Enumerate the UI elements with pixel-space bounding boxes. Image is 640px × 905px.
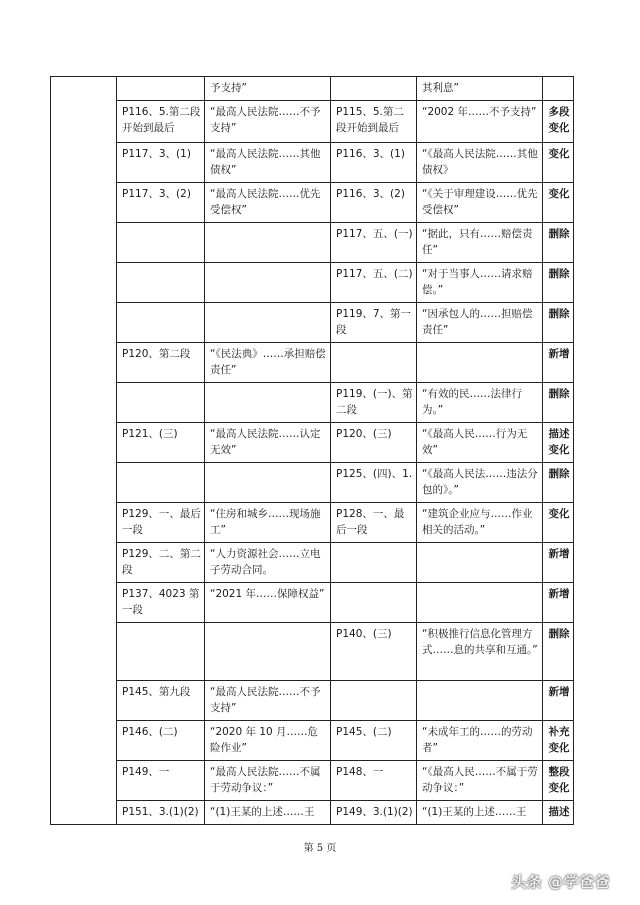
change-type-cell: 新增: [543, 583, 574, 623]
old-text-cell: “《最高人民……不属于劳动争议：”: [417, 761, 543, 801]
change-type-cell: 删除: [543, 383, 574, 423]
old-text-cell: “(1)王某的上述……王: [417, 801, 543, 825]
old-location-cell: P119、(一)、第二段: [331, 383, 417, 423]
table-row: [51, 503, 574, 543]
table-row: [51, 183, 574, 223]
change-type-cell: [543, 77, 574, 101]
old-text-cell: 其利息”: [417, 77, 543, 101]
old-location-cell: P125、(四)、1.: [331, 463, 417, 503]
new-text-cell: “《民法典》……承担赔偿责任”: [205, 343, 331, 383]
new-text-cell: [205, 463, 331, 503]
old-location-cell: P116、3、(2): [331, 183, 417, 223]
new-location-cell: P116、5.第二段开始到最后: [117, 101, 205, 143]
new-text-cell: “(1)王某的上述……王: [205, 801, 331, 825]
old-location-cell: P117、五、(二): [331, 263, 417, 303]
old-text-cell: “积极推行信息化管理方式……息的共享和互通。”: [417, 623, 543, 681]
new-text-cell: “住房和城乡……现场施工”: [205, 503, 331, 543]
old-location-cell: [331, 583, 417, 623]
old-text-cell: [417, 543, 543, 583]
old-location-cell: P120、(三): [331, 423, 417, 463]
new-location-cell: P129、一、最后一段: [117, 503, 205, 543]
old-text-cell: “据此，只有……赔偿责任”: [417, 223, 543, 263]
table-row: [51, 583, 574, 623]
table-row: [51, 303, 574, 343]
new-location-cell: P129、二、第二段: [117, 543, 205, 583]
change-type-cell: 删除: [543, 303, 574, 343]
change-type-cell: 变化: [543, 143, 574, 183]
old-location-cell: P149、3.(1)(2): [331, 801, 417, 825]
table-row: [51, 801, 574, 825]
table-row: [51, 721, 574, 761]
old-location-cell: P116、3、(1): [331, 143, 417, 183]
page-number: 第 5 页: [303, 843, 337, 854]
change-type-cell: 删除: [543, 463, 574, 503]
table-row: [51, 143, 574, 183]
old-text-cell: “对于当事人……请求赔偿。”: [417, 263, 543, 303]
table-row: [51, 761, 574, 801]
old-text-cell: [417, 583, 543, 623]
new-location-cell: P117、3、(1): [117, 143, 205, 183]
change-type-cell: 多段变化: [543, 101, 574, 143]
old-text-cell: “《关于审理建设……优先受偿权”: [417, 183, 543, 223]
new-location-cell: [117, 263, 205, 303]
new-text-cell: “最高人民法院……不予支持”: [205, 681, 331, 721]
old-location-cell: P119、7、第一段: [331, 303, 417, 343]
new-text-cell: “最高人民法院……认定无效”: [205, 423, 331, 463]
comparison-table-body: [51, 77, 574, 825]
new-location-cell: [117, 383, 205, 423]
old-text-cell: [417, 681, 543, 721]
new-text-cell: [205, 223, 331, 263]
old-text-cell: “建筑企业应与……作业相关的活动。”: [417, 503, 543, 543]
new-text-cell: “2021 年……保障权益”: [205, 583, 331, 623]
new-location-cell: [117, 223, 205, 263]
old-text-cell: “2002 年……不予支持”: [417, 101, 543, 143]
new-location-cell: P121、(三): [117, 423, 205, 463]
new-text-cell: “2020 年 10 月……危险作业”: [205, 721, 331, 761]
new-text-cell: “人力资源社会……立电子劳动合同。: [205, 543, 331, 583]
comparison-table: [50, 76, 574, 825]
old-location-cell: [331, 343, 417, 383]
old-text-cell: “《最高人民……行为无效”: [417, 423, 543, 463]
new-location-cell: P120、第二段: [117, 343, 205, 383]
old-text-cell: “因承包人的……担赔偿责任”: [417, 303, 543, 343]
new-location-cell: [117, 463, 205, 503]
old-location-cell: P145、(二): [331, 721, 417, 761]
new-text-cell: [205, 623, 331, 681]
new-location-cell: [117, 77, 205, 101]
table-row: [51, 423, 574, 463]
change-type-cell: 删除: [543, 223, 574, 263]
old-location-cell: P128、一、最后一段: [331, 503, 417, 543]
change-type-cell: 整段变化: [543, 761, 574, 801]
old-location-cell: P115、5.第二段开始到最后: [331, 101, 417, 143]
new-text-cell: “最高人民法院……优先受偿权”: [205, 183, 331, 223]
new-location-cell: P145、第九段: [117, 681, 205, 721]
change-type-cell: 新增: [543, 543, 574, 583]
table-row: [51, 343, 574, 383]
table-row: [51, 681, 574, 721]
old-location-cell: P117、五、(一): [331, 223, 417, 263]
old-location-cell: P140、(三): [331, 623, 417, 681]
new-text-cell: “最高人民法院……不予支持”: [205, 101, 331, 143]
watermark: 头条 @学爸爸: [511, 873, 610, 891]
old-text-cell: “未成年工的……的劳动者”: [417, 721, 543, 761]
new-text-cell: [205, 303, 331, 343]
change-type-cell: 新增: [543, 681, 574, 721]
new-text-cell: “最高人民法院……其他债权”: [205, 143, 331, 183]
new-text-cell: “最高人民法院……不属于劳动争议：”: [205, 761, 331, 801]
change-type-cell: 变化: [543, 503, 574, 543]
new-text-cell: [205, 263, 331, 303]
change-type-cell: 补充变化: [543, 721, 574, 761]
old-text-cell: “《最高人民法院……其他债权》: [417, 143, 543, 183]
table-row: [51, 383, 574, 423]
table-row: [51, 77, 574, 101]
old-location-cell: [331, 543, 417, 583]
table-row: [51, 543, 574, 583]
table-row: [51, 263, 574, 303]
old-text-cell: “《最高人民法……违法分包的》。”: [417, 463, 543, 503]
new-location-cell: P117、3、(2): [117, 183, 205, 223]
table-row: [51, 623, 574, 681]
table-row: [51, 463, 574, 503]
old-text-cell: [417, 343, 543, 383]
change-type-cell: 新增: [543, 343, 574, 383]
new-location-cell: [117, 303, 205, 343]
new-location-cell: P146、(二): [117, 721, 205, 761]
new-text-cell: [205, 383, 331, 423]
new-location-cell: P149、一: [117, 761, 205, 801]
old-location-cell: [331, 681, 417, 721]
old-location-cell: [331, 77, 417, 101]
change-type-cell: 删除: [543, 263, 574, 303]
change-type-cell: 描述变化: [543, 423, 574, 463]
category-cell: [51, 77, 117, 825]
table-row: [51, 223, 574, 263]
new-location-cell: P137、4023 第一段: [117, 583, 205, 623]
table-row: [51, 101, 574, 143]
old-location-cell: P148、一: [331, 761, 417, 801]
new-location-cell: [117, 623, 205, 681]
change-type-cell: 删除: [543, 623, 574, 681]
new-location-cell: P151、3.(1)(2): [117, 801, 205, 825]
change-type-cell: 描述: [543, 801, 574, 825]
change-type-cell: 变化: [543, 183, 574, 223]
new-text-cell: 予支持”: [205, 77, 331, 101]
old-text-cell: “有效的民……法律行为。”: [417, 383, 543, 423]
